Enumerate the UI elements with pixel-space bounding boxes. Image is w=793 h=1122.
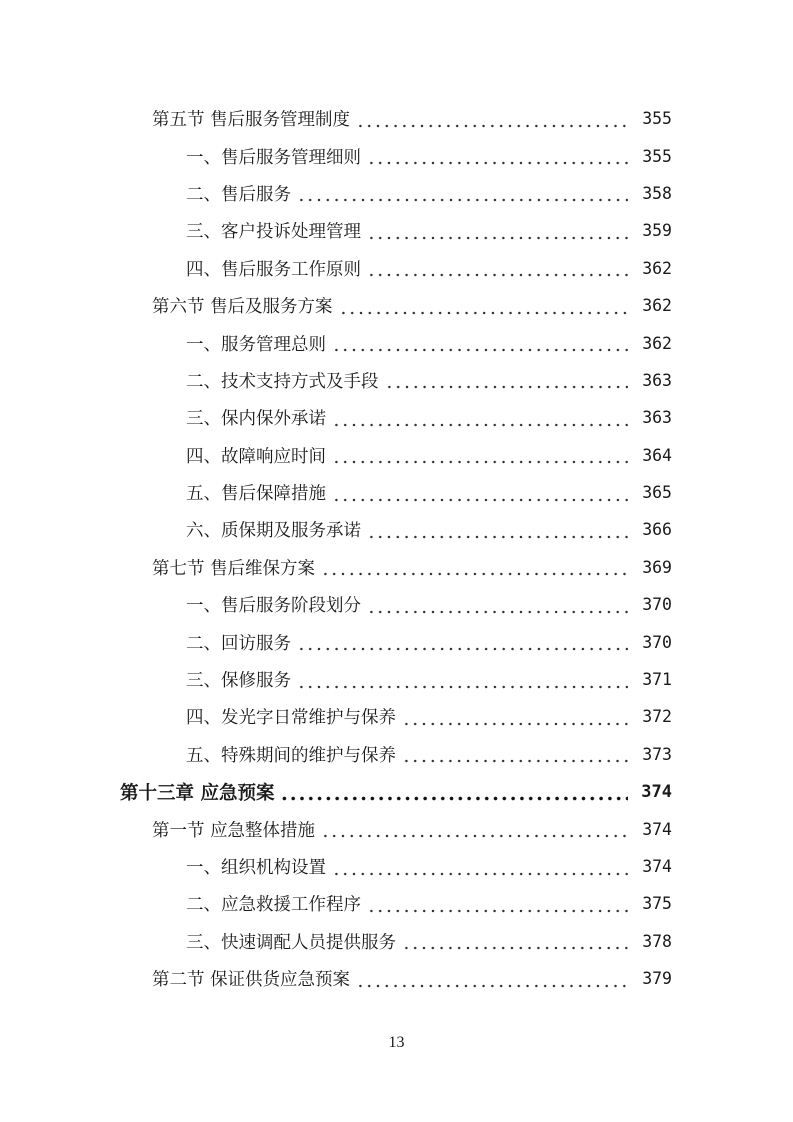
toc-entry-title: 第一节 应急整体措施 [152,820,316,841]
toc-entry-page-number: 371 [642,670,672,690]
toc-entry-page-number: 363 [642,408,672,428]
toc-entry-page-number: 370 [642,632,672,652]
toc-subsection-entry[interactable] [0,212,793,249]
toc-subsection-entry[interactable] [0,511,793,548]
toc-dot-leader [332,446,628,464]
toc-entry-title: 四、售后服务工作原则 [186,259,361,280]
table-of-contents [0,100,793,997]
toc-dot-leader [367,895,628,913]
toc-dot-leader [332,858,628,876]
toc-dot-leader [339,297,628,315]
toc-entry-page-number: 373 [642,744,672,764]
toc-entry-title: 一、服务管理总则 [186,334,326,355]
toc-section-entry[interactable] [0,100,793,137]
toc-entry-title: 二、应急救援工作程序 [186,895,361,916]
toc-dot-leader [402,745,628,763]
toc-dot-leader [367,147,628,165]
toc-entry-title: 三、快速调配人员提供服务 [186,932,396,953]
toc-entry-title: 第十三章 应急预案 [120,782,275,804]
toc-subsection-entry[interactable] [0,736,793,773]
toc-entry-page-number: 362 [642,333,672,353]
toc-entry-title: 三、客户投诉处理管理 [186,222,361,243]
toc-entry-page-number: 366 [642,520,672,540]
toc-entry-page-number: 372 [642,707,672,727]
toc-entry-page-number: 355 [642,146,672,166]
toc-entry-title: 三、保修服务 [186,671,291,692]
toc-subsection-entry[interactable] [0,437,793,474]
toc-entry-title: 第七节 售后维保方案 [152,558,316,579]
toc-dot-leader [332,334,628,352]
toc-entry-title: 第二节 保证供货应急预案 [152,970,351,991]
toc-chapter-entry[interactable] [0,773,793,810]
toc-entry-title: 四、发光字日常维护与保养 [186,708,396,729]
toc-subsection-entry[interactable] [0,137,793,174]
toc-dot-leader [367,259,628,277]
toc-subsection-entry[interactable] [0,698,793,735]
toc-entry-page-number: 355 [642,109,672,129]
toc-subsection-entry[interactable] [0,175,793,212]
toc-dot-leader [402,708,628,726]
toc-entry-title: 二、回访服务 [186,633,291,654]
toc-entry-page-number: 369 [642,557,672,577]
toc-dot-leader [402,932,628,950]
toc-entry-page-number: 370 [642,595,672,615]
toc-dot-leader [297,184,628,202]
toc-entry-title: 一、组织机构设置 [186,858,326,878]
toc-entry-page-number: 379 [642,969,672,989]
toc-dot-leader [356,110,628,128]
toc-entry-page-number: 362 [642,296,672,316]
toc-entry-page-number: 362 [642,258,672,278]
toc-subsection-entry[interactable] [0,362,793,399]
toc-dot-leader [332,409,628,427]
toc-dot-leader [385,371,629,389]
toc-dot-leader [280,783,628,801]
toc-entry-title: 二、技术支持方式及手段 [186,371,379,392]
toc-entry-title: 第五节 售后服务管理制度 [152,110,351,131]
toc-section-entry[interactable] [0,810,793,847]
toc-subsection-entry[interactable] [0,661,793,698]
toc-entry-page-number: 378 [642,931,672,951]
toc-entry-title: 三、保内保外承诺 [186,409,326,430]
toc-entry-title: 一、售后服务管理细则 [186,147,361,168]
toc-dot-leader [367,222,628,240]
toc-dot-leader [367,596,628,614]
toc-entry-page-number: 375 [642,894,672,914]
toc-entry-page-number: 374 [642,819,672,839]
toc-entry-page-number: 359 [642,221,672,241]
toc-entry-title: 五、售后保障措施 [186,484,326,505]
toc-subsection-entry[interactable] [0,848,793,885]
toc-section-entry[interactable] [0,287,793,324]
toc-entry-title: 二、售后服务 [186,184,291,205]
toc-entry-title: 五、特殊期间的维护与保养 [186,745,396,766]
toc-subsection-entry[interactable] [0,586,793,623]
toc-entry-page-number: 364 [642,445,672,465]
toc-entry-page-number: 365 [642,483,672,503]
toc-subsection-entry[interactable] [0,399,793,436]
toc-subsection-entry[interactable] [0,623,793,660]
toc-subsection-entry[interactable] [0,474,793,511]
toc-subsection-entry[interactable] [0,324,793,361]
toc-subsection-entry[interactable] [0,250,793,287]
toc-section-entry[interactable] [0,960,793,997]
toc-dot-leader [332,484,628,502]
toc-entry-page-number: 363 [642,370,672,390]
toc-dot-leader [367,521,628,539]
toc-dot-leader [297,671,628,689]
toc-subsection-entry[interactable] [0,923,793,960]
toc-dot-leader [321,558,628,576]
toc-entry-title: 六、质保期及服务承诺 [186,521,361,542]
toc-entry-title: 一、售后服务阶段划分 [186,596,361,617]
toc-dot-leader [297,633,628,651]
page-number: 13 [388,1034,405,1051]
toc-section-entry[interactable] [0,549,793,586]
toc-entry-page-number: 374 [642,857,672,876]
toc-subsection-entry[interactable] [0,885,793,922]
toc-dot-leader [321,820,628,838]
toc-entry-page-number: 358 [642,183,672,203]
toc-dot-leader [356,970,628,988]
toc-entry-page-number: 374 [641,781,672,802]
toc-entry-title: 四、故障响应时间 [186,446,326,467]
toc-entry-title: 第六节 售后及服务方案 [152,297,333,318]
